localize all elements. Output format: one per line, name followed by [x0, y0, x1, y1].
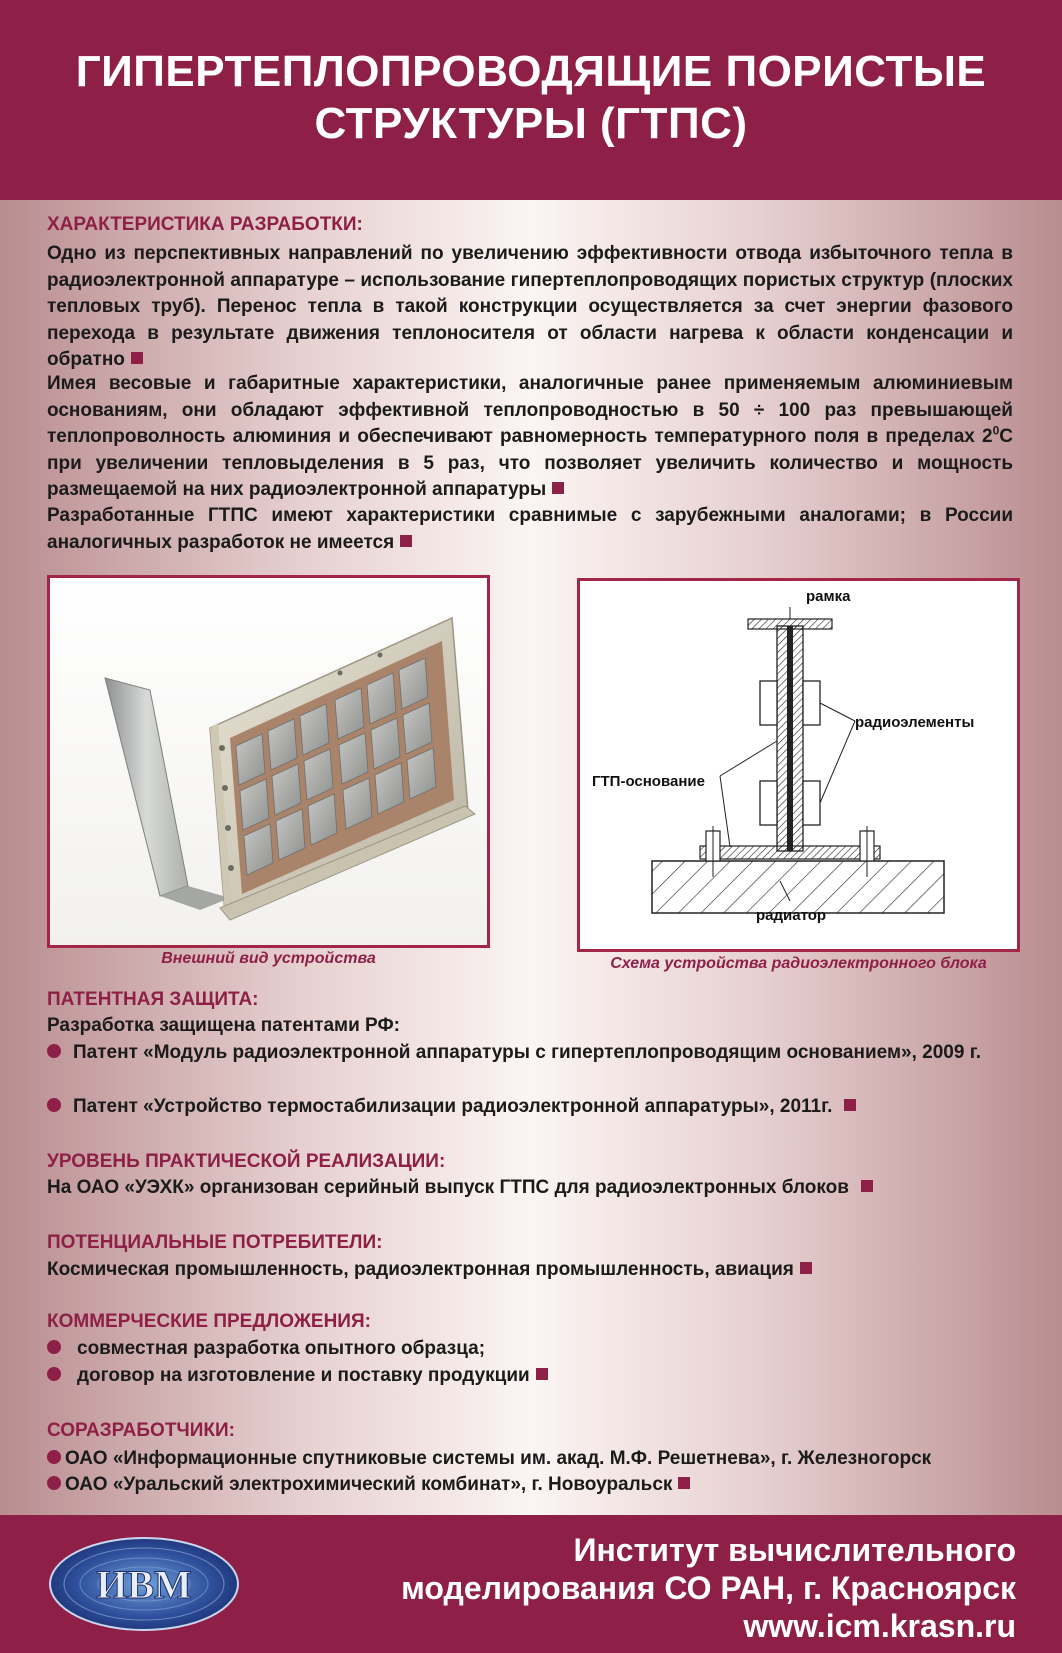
logo-text: ИВМ — [96, 1562, 192, 1607]
paragraph-3-text: Разработанные ГТПС имеют характеристики сравнимые с зарубежными аналогами; в России аналогичных разработок не имеется — [47, 505, 1013, 553]
codeveloper-item-2-text: ОАО «Уральский электрохимический комбинат», г. Новоуральск — [65, 1474, 673, 1495]
institute-line-2: моделирования СО РАН, г. Красноярск — [401, 1570, 1016, 1606]
bullet-dot-icon — [47, 1476, 61, 1490]
institute-logo — [48, 1536, 240, 1632]
photo-caption: Внешний вид устройства — [161, 950, 376, 967]
paragraph-2-text-a: Имея весовые и габаритные характеристики, аналогичные ранее применяемым алюминиевым основаниям, они обладают эффективной теплопроводностью в 50 ÷ 100 раз превышающей теплопроволность алюминия и обеспечивают равномерность температурного поля в пределах 2 — [47, 373, 1013, 447]
paragraph-2-text-b: С при увеличении тепловыделения в 5 раз, что позволяет увеличить количество и мощность размещаемой на них радиоэлектронной аппаратуры — [47, 426, 1013, 500]
consumers-text — [47, 1257, 1013, 1284]
institute-name — [401, 1531, 1016, 1645]
patent-item-2-text: Патент «Устройство термостабилизации радиоэлектронной аппаратуры», 2011г. — [73, 1096, 833, 1117]
patent-item-1-text: Патент «Модуль радиоэлектронной аппаратуры с гипертеплопроводящим основанием», 2009 г. — [73, 1042, 981, 1063]
patent-item-2 — [47, 1094, 1013, 1121]
codeveloper-item-1 — [47, 1446, 1013, 1473]
implementation-text-value: На ОАО «УЭХК» организован серийный выпуск ГТПС для радиоэлектронных блоков — [47, 1177, 849, 1198]
paragraph-2-superscript: 0 — [992, 423, 1000, 438]
title-line-1: ГИПЕРТЕПЛОПРОВОДЯЩИЕ ПОРИСТЫЕ — [75, 47, 987, 96]
codeveloper-item-2 — [47, 1472, 1013, 1499]
paragraph-2 — [47, 371, 1013, 504]
institute-website-link[interactable]: www.icm.krasn.ru — [743, 1608, 1016, 1644]
section-title-codevelopers: СОРАЗРАБОТЧИКИ: — [47, 1420, 236, 1441]
section-title-consumers: ПОТЕНЦИАЛЬНЫЕ ПОТРЕБИТЕЛИ: — [47, 1232, 383, 1253]
end-square-icon — [678, 1477, 690, 1489]
section-title-commercial: КОММЕРЧЕСКИЕ ПРЕДЛОЖЕНИЯ: — [47, 1311, 371, 1332]
paragraph-1 — [47, 241, 1013, 374]
end-square-icon — [800, 1262, 812, 1274]
commercial-item-2 — [47, 1363, 1013, 1390]
bullet-dot-icon — [47, 1367, 61, 1381]
section-title-characteristics: ХАРАКТЕРИСТИКА РАЗРАБОТКИ: — [47, 214, 363, 235]
section-title-implementation: УРОВЕНЬ ПРАКТИЧЕСКОЙ РЕАЛИЗАЦИИ: — [47, 1151, 446, 1172]
scheme-label-elements: радиоэлементы — [855, 714, 975, 731]
scheme-caption: Схема устройства радиоэлектронного блока — [610, 955, 987, 972]
paragraph-3 — [47, 503, 1013, 556]
device-photo-image — [50, 578, 487, 945]
section-title-patents: ПАТЕНТНАЯ ЗАЩИТА: — [47, 989, 259, 1010]
commercial-item-1 — [47, 1336, 1013, 1363]
scheme-label-base: ГТП-основание — [592, 773, 705, 790]
institute-line-1: Институт вычислительного — [573, 1532, 1016, 1568]
device-photo — [47, 575, 490, 948]
implementation-text — [47, 1175, 1013, 1202]
codeveloper-item-1-text: ОАО «Информационные спутниковые системы им. акад. М.Ф. Решетнева», г. Железногорск — [65, 1448, 932, 1469]
scheme-label-frame: рамка — [806, 588, 851, 605]
patents-intro: Разработка защищена патентами РФ: — [47, 1015, 401, 1036]
scheme-label-radiator: радиатор — [756, 907, 827, 924]
patent-item-1 — [47, 1040, 1013, 1067]
page-title — [0, 46, 1062, 150]
bullet-dot-icon — [47, 1340, 61, 1354]
footer-banner — [0, 1515, 1062, 1653]
end-square-icon — [861, 1180, 873, 1192]
commercial-item-2-text: договор на изготовление и поставку продукции — [77, 1365, 530, 1386]
bullet-dot-icon — [47, 1098, 61, 1112]
header-banner — [0, 0, 1062, 200]
commercial-item-1-text: совместная разработка опытного образца; — [77, 1338, 486, 1359]
device-scheme-diagram — [580, 581, 1017, 949]
bullet-dot-icon — [47, 1450, 61, 1464]
end-square-icon — [536, 1368, 548, 1380]
title-line-2: СТРУКТУРЫ (ГТПС) — [314, 99, 748, 148]
consumers-text-value: Космическая промышленность, радиоэлектронная промышленность, авиация — [47, 1259, 794, 1280]
bullet-dot-icon — [47, 1044, 61, 1058]
end-square-icon — [552, 482, 564, 494]
end-square-icon — [844, 1099, 856, 1111]
end-square-icon — [131, 352, 143, 364]
device-scheme — [577, 578, 1020, 952]
end-square-icon — [400, 535, 412, 547]
paragraph-1-text: Одно из перспективных направлений по увеличению эффективности отвода избыточного тепла в радиоэлектронной аппаратуре – использование гипертеплопроводящих пористых структур (плоских тепловых труб). Перенос тепла в такой конструкции осуществляется за счет энергии фазового перехода в результате движения теплоносителя от области нагрева к области конденсации и обратно — [47, 243, 1013, 370]
